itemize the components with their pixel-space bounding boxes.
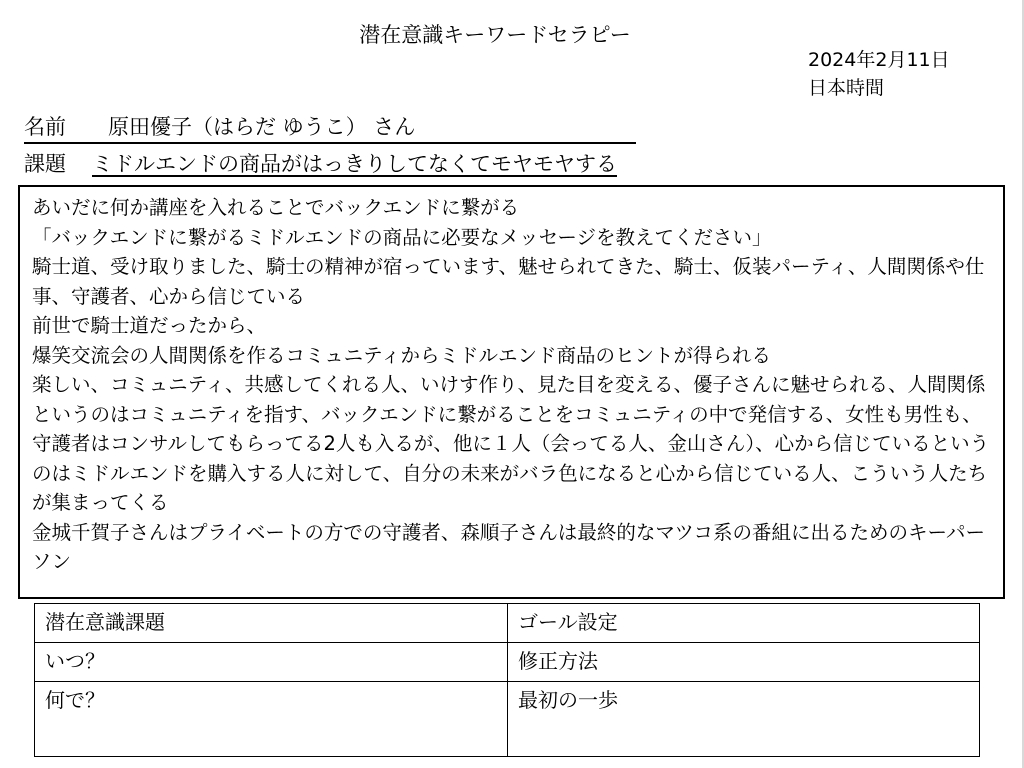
table-row <box>35 682 980 757</box>
table-row <box>35 643 980 682</box>
correction-method-cell: 修正方法 <box>508 643 980 682</box>
why-cell: 何で？ <box>35 682 508 757</box>
name-label: 名前 <box>24 115 66 139</box>
goal-setting-cell: ゴール設定 <box>508 604 980 643</box>
note-line: 前世で騎士道だったから、 <box>32 314 267 337</box>
client-name: 原田優子（はらだ ゆうこ） さん <box>108 115 416 139</box>
session-notes-box <box>18 185 1005 599</box>
goal-setting-table <box>34 603 980 757</box>
subconscious-issue-cell: 潜在意識課題 <box>35 604 508 643</box>
timezone-label: 日本時間 <box>808 77 885 99</box>
note-line: 爆笑交流会の人間関係を作るコミュニティからミドルエンド商品のヒントが得られる <box>32 343 772 367</box>
note-line: 「バックエンドに繋がるミドルエンドの商品に必要なメッセージを教えてください」 <box>32 225 772 249</box>
client-name-row <box>24 112 636 144</box>
document-title: 潜在意識キーワードセラピー <box>359 23 631 47</box>
date-block <box>808 46 950 102</box>
issue-label: 課題 <box>24 152 66 176</box>
issue-text: ミドルエンドの商品がはっきりしてなくてモヤモヤする <box>92 152 617 176</box>
when-cell: いつ？ <box>35 643 508 682</box>
note-line: 楽しい、コミュニティ、共感してくれる人、いけす作り、見た目を変える、優子さんに魅せられる、人間関係というのはコミュニティを指す、バックエンドに繋がることをコミュニティの中で発信する、女性も男性も、守護者はコンサルしてもらってる2人も入るが、他に１人（会ってる人、金山さん）、心から信じているというのはミドルエンドを購入する人に対して、自分の未来がバラ色になると心から信じている人、こういう人たちが集まってくる <box>32 373 990 514</box>
issue-row <box>24 149 617 179</box>
note-line: 騎士道、受け取りました、騎士の精神が宿っています、魅せられてきた、騎士、仮装パーティ、人間関係や仕事、守護者、心から信じている <box>32 255 985 308</box>
note-line: 金城千賀子さんはプライベートの方での守護者、森順子さんは最終的なマツコ系の番組に出るためのキーパーソン <box>32 520 985 573</box>
table-row <box>35 604 980 643</box>
note-line: あいだに何か講座を入れることでバックエンドに繋がる <box>32 196 520 219</box>
first-step-cell: 最初の一歩 <box>508 682 980 757</box>
session-date: 2024年2月11日 <box>808 49 950 71</box>
